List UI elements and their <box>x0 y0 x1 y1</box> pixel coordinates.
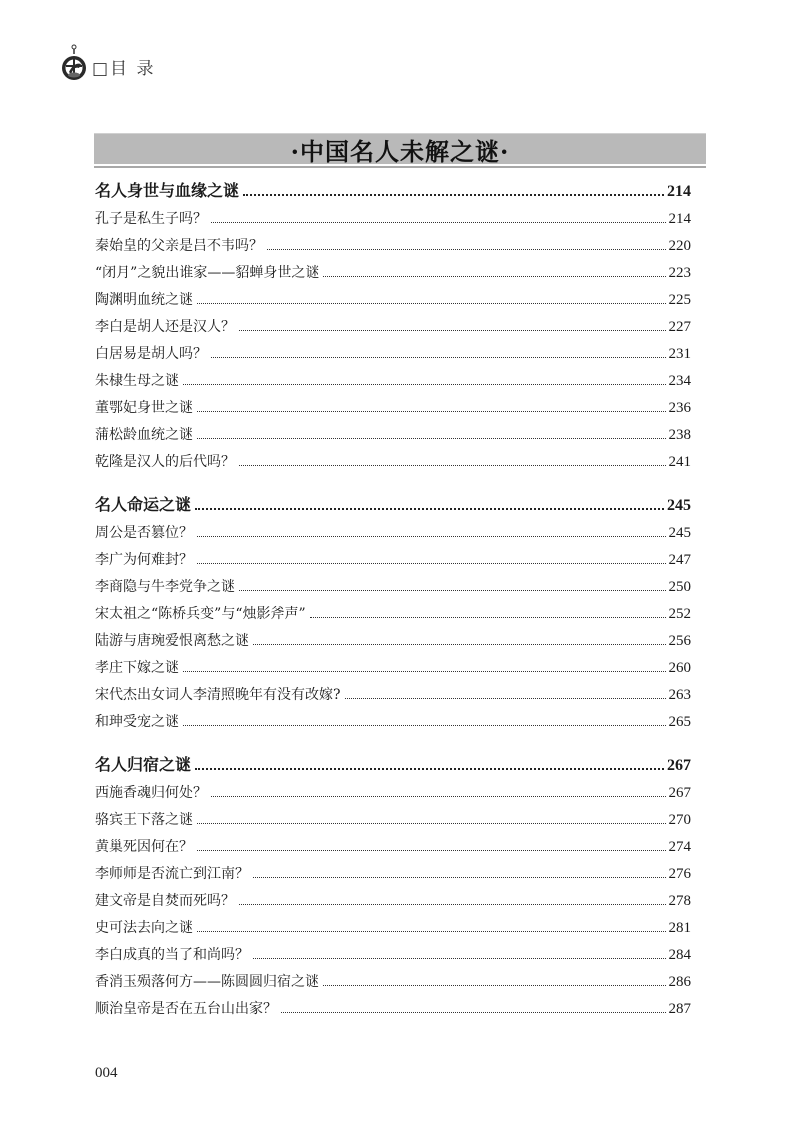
dot-leader <box>239 903 666 905</box>
toc-entry[interactable]: 史可法去向之谜 281 <box>95 920 691 936</box>
toc-entry[interactable]: 白居易是胡人吗？ 231 <box>95 346 691 362</box>
toc-entry[interactable]: 骆宾王下落之谜 270 <box>95 812 691 828</box>
astrolabe-emblem-icon <box>60 44 88 84</box>
page-number: 287 <box>668 1001 691 1017</box>
page-number: 223 <box>668 265 691 281</box>
page-number: 231 <box>668 346 691 362</box>
page-number: 245 <box>668 525 691 541</box>
page-number: 234 <box>668 373 691 389</box>
dot-leader <box>253 876 666 878</box>
toc-entry[interactable]: 西施香魂归何处？ 267 <box>95 785 691 801</box>
page-number: 227 <box>668 319 691 335</box>
dot-leader <box>195 507 664 510</box>
dot-leader <box>239 589 666 591</box>
toc-entry[interactable]: 孔子是私生子吗？ 214 <box>95 211 691 227</box>
page-number: 220 <box>668 238 691 254</box>
footer-page-number: 004 <box>95 1065 118 1081</box>
dot-leader <box>345 697 666 699</box>
toc-entry[interactable]: 宋太祖之“陈桥兵变”与“烛影斧声” 252 <box>95 606 691 622</box>
page-number: 238 <box>668 427 691 443</box>
dot-leader <box>197 822 666 824</box>
toc-entry[interactable]: “闭月”之貌出谁家——貂蝉身世之谜 223 <box>95 265 691 281</box>
header-title: □目 录 <box>92 58 156 79</box>
page-number: 270 <box>668 812 691 828</box>
dot-leader <box>197 849 666 851</box>
page-number: 265 <box>668 714 691 730</box>
dot-leader <box>253 957 666 959</box>
page-number: 281 <box>668 920 691 936</box>
page-number: 236 <box>668 400 691 416</box>
page-number: 245 <box>667 497 691 514</box>
dot-leader <box>197 302 666 304</box>
page-number: 225 <box>668 292 691 308</box>
dot-leader <box>211 795 666 797</box>
dot-leader <box>197 437 666 439</box>
toc-entry[interactable]: 香消玉殒落何方——陈圆圆归宿之谜 286 <box>95 974 691 990</box>
section-gap <box>95 738 691 752</box>
page-number: 252 <box>668 606 691 622</box>
dot-leader <box>197 930 666 932</box>
toc-entry[interactable]: 孝庄下嫁之谜 260 <box>95 660 691 676</box>
dot-leader <box>239 464 666 466</box>
page-number: 214 <box>667 183 691 200</box>
dot-leader <box>323 275 665 277</box>
toc-entry[interactable]: 董鄂妃身世之谜 236 <box>95 400 691 416</box>
dot-leader <box>211 356 666 358</box>
toc-entry[interactable]: 李师师是否流亡到江南？ 276 <box>95 866 691 882</box>
page-number: 250 <box>668 579 691 595</box>
dot-leader <box>310 616 666 618</box>
toc-entry[interactable]: 黄巢死因何在？ 274 <box>95 839 691 855</box>
toc-entry[interactable]: 宋代杰出女词人李清照晚年有没有改嫁? 263 <box>95 687 691 703</box>
page-number: 286 <box>668 974 691 990</box>
page-number: 260 <box>668 660 691 676</box>
section-gap <box>95 478 691 492</box>
banner-title: ·中国名人未解之谜· <box>290 136 510 166</box>
toc-entry[interactable]: 陶渊明血统之谜 225 <box>95 292 691 308</box>
dot-leader <box>253 643 666 645</box>
page-number: 274 <box>668 839 691 855</box>
toc-section-heading[interactable]: 名人身世与血缘之谜 214 <box>95 181 691 200</box>
dot-leader <box>197 562 666 564</box>
page-number: 267 <box>667 757 691 774</box>
toc-entry[interactable]: 顺治皇帝是否在五台山出家？ 287 <box>95 1001 691 1017</box>
dot-leader <box>195 767 664 770</box>
toc-entry[interactable]: 建文帝是自焚而死吗？ 278 <box>95 893 691 909</box>
page-number: 241 <box>668 454 691 470</box>
dot-leader <box>197 535 666 537</box>
dot-leader <box>211 221 666 223</box>
toc-entry[interactable]: 朱棣生母之谜 234 <box>95 373 691 389</box>
dot-leader <box>281 1011 666 1013</box>
toc-entry[interactable]: 和珅受宠之谜 265 <box>95 714 691 730</box>
toc-entry[interactable]: 李白是胡人还是汉人？ 227 <box>95 319 691 335</box>
toc-section-heading[interactable]: 名人归宿之谜 267 <box>95 755 691 774</box>
page-number: 247 <box>668 552 691 568</box>
toc-entry[interactable]: 秦始皇的父亲是吕不韦吗？ 220 <box>95 238 691 254</box>
dot-leader <box>267 248 666 250</box>
dot-leader <box>323 984 666 986</box>
page-number: 284 <box>668 947 691 963</box>
dot-leader <box>183 670 666 672</box>
page-number: 276 <box>668 866 691 882</box>
category-banner <box>94 133 706 164</box>
dot-leader <box>243 193 664 196</box>
page-header <box>60 44 155 84</box>
page-number: 267 <box>668 785 691 801</box>
dot-leader <box>239 329 666 331</box>
page-number: 214 <box>668 211 691 227</box>
banner-underline <box>94 166 706 168</box>
toc-entry[interactable]: 李商隐与牛李党争之谜 250 <box>95 579 691 595</box>
page-number: 256 <box>668 633 691 649</box>
toc-entry[interactable]: 李白成真的当了和尚吗？ 284 <box>95 947 691 963</box>
dot-leader <box>197 410 666 412</box>
toc-entry[interactable]: 陆游与唐琬爱恨离愁之谜 256 <box>95 633 691 649</box>
toc-entry[interactable]: 乾隆是汉人的后代吗？ 241 <box>95 454 691 470</box>
dot-leader <box>183 724 666 726</box>
toc-entry[interactable]: 周公是否篡位？ 245 <box>95 525 691 541</box>
page-number: 278 <box>668 893 691 909</box>
toc-entry[interactable]: 蒲松龄血统之谜 238 <box>95 427 691 443</box>
toc-section-heading[interactable]: 名人命运之谜 245 <box>95 495 691 514</box>
table-of-contents <box>95 178 691 1025</box>
dot-leader <box>183 383 666 385</box>
toc-entry[interactable]: 李广为何难封？ 247 <box>95 552 691 568</box>
page-number: 263 <box>668 687 691 703</box>
